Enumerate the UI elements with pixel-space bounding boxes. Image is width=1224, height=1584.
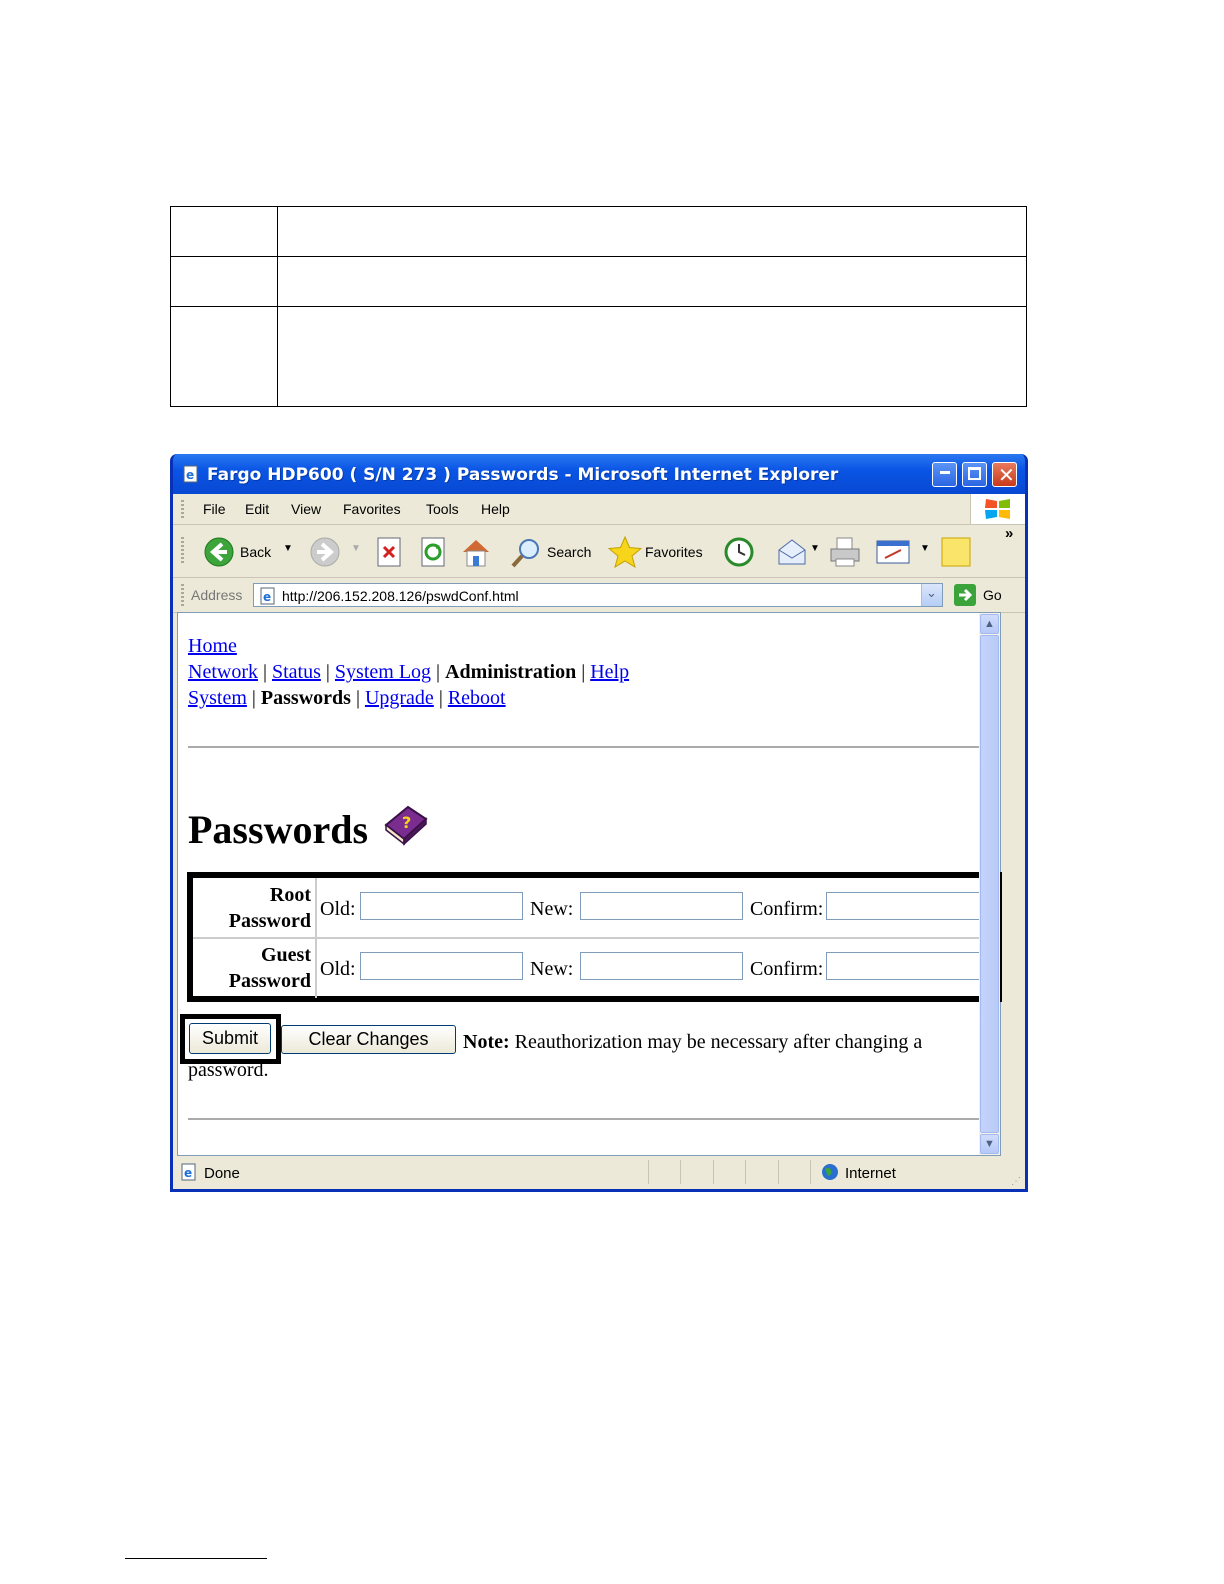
divider <box>188 746 998 748</box>
security-zone-label: Internet <box>845 1165 896 1182</box>
note-text <box>463 1031 922 1054</box>
menu-help[interactable]: Help <box>481 501 510 517</box>
toolbar-grip[interactable] <box>181 500 184 518</box>
nav-link-reboot[interactable]: Reboot <box>447 687 506 709</box>
close-button[interactable] <box>992 462 1017 487</box>
nav-separator: | <box>325 661 330 683</box>
status-text: Done <box>204 1165 240 1182</box>
new-label: New: <box>530 898 574 920</box>
nav-link-system[interactable]: System <box>188 687 247 709</box>
menu-edit[interactable]: Edit <box>245 501 270 517</box>
nav-separator: | <box>251 687 256 709</box>
nav-link-system-log[interactable]: System Log <box>334 661 432 683</box>
row-header <box>193 882 311 934</box>
ie-page-icon <box>181 464 201 484</box>
back-button-label[interactable]: Back <box>240 544 272 560</box>
status-bar <box>173 1156 1025 1189</box>
resize-grip-icon[interactable]: ⋰ <box>1011 1176 1021 1187</box>
divider <box>188 1118 998 1120</box>
scroll-up-button[interactable] <box>980 614 999 634</box>
status-cell <box>778 1160 779 1184</box>
note-label: Note: <box>463 1031 510 1053</box>
svg-text:e: e <box>184 1166 193 1180</box>
status-cell <box>648 1160 649 1184</box>
standard-toolbar <box>173 525 1025 578</box>
browser-window <box>170 454 1028 1192</box>
status-cell <box>810 1160 811 1184</box>
nav-link-network[interactable]: Network <box>188 661 258 683</box>
star-icon[interactable] <box>607 535 643 569</box>
root-password-row <box>193 878 996 938</box>
nav-separator: | <box>355 687 360 709</box>
svg-text:e: e <box>263 590 272 604</box>
nav-separator: | <box>436 661 441 683</box>
go-arrow-icon[interactable] <box>953 583 977 607</box>
menu-favorites[interactable]: Favorites <box>343 501 401 517</box>
menu-bar <box>173 494 1025 525</box>
search-button-label[interactable]: Search <box>547 544 592 560</box>
guest-confirm-password-input[interactable] <box>826 952 989 980</box>
menu-view[interactable]: View <box>291 501 322 517</box>
chevron-down-icon[interactable]: ▼ <box>920 543 930 554</box>
address-url[interactable]: http://206.152.208.126/pswdConf.html <box>282 588 519 604</box>
address-dropdown-button[interactable] <box>921 584 942 606</box>
chevron-down-icon: ▼ <box>984 1138 995 1150</box>
ie-page-icon <box>258 586 278 606</box>
refresh-icon[interactable] <box>419 536 447 568</box>
history-icon[interactable] <box>722 536 756 568</box>
page-title-text: Passwords <box>188 807 369 852</box>
chevron-down-icon[interactable]: ▼ <box>810 543 820 554</box>
minimize-button[interactable] <box>932 462 957 487</box>
sticky-note-icon[interactable] <box>940 536 972 568</box>
status-cell <box>745 1160 746 1184</box>
confirm-label: Confirm: <box>750 958 824 980</box>
document-table <box>170 206 1027 407</box>
clear-changes-button[interactable]: Clear Changes <box>281 1025 456 1054</box>
row-header-line2: Password <box>228 910 311 932</box>
nav-row-2 <box>188 661 629 684</box>
windows-flag-icon <box>971 494 1025 524</box>
row-header-line1: Guest <box>261 944 311 966</box>
table-cell <box>171 207 278 257</box>
edit-icon[interactable] <box>875 536 911 568</box>
ie-page-icon <box>179 1162 199 1182</box>
nav-link-help[interactable]: Help <box>590 661 630 683</box>
new-label: New: <box>530 958 574 980</box>
table-cell <box>278 307 1027 407</box>
page-title <box>188 803 430 853</box>
windows-logo <box>970 494 1025 524</box>
status-cell <box>680 1160 681 1184</box>
table-cell <box>171 257 278 307</box>
vertical-scrollbar[interactable] <box>979 613 1000 1155</box>
row-header-line1: Root <box>269 884 311 906</box>
mail-icon[interactable] <box>776 536 808 568</box>
go-button-label[interactable]: Go <box>983 587 1002 603</box>
close-icon: ✕ <box>998 463 1015 487</box>
guest-new-password-input[interactable] <box>580 952 743 980</box>
stop-icon[interactable] <box>375 536 403 568</box>
print-icon[interactable] <box>828 535 862 569</box>
row-header <box>193 942 311 994</box>
search-icon[interactable] <box>509 536 543 570</box>
nav-current-passwords: Passwords <box>260 687 351 709</box>
old-label: Old: <box>320 958 356 980</box>
svg-text:e: e <box>186 468 195 482</box>
scrollbar-thumb[interactable] <box>980 635 999 1133</box>
nav-separator: | <box>262 661 267 683</box>
guest-password-row <box>193 938 996 998</box>
svg-text:?: ? <box>402 813 412 832</box>
nav-current-administration: Administration <box>445 661 577 683</box>
nav-separator: | <box>438 687 443 709</box>
back-arrow-icon[interactable] <box>203 536 235 568</box>
status-cell <box>713 1160 714 1184</box>
address-label: Address <box>191 587 243 603</box>
column-divider <box>315 938 317 998</box>
nav-separator: | <box>581 661 586 683</box>
confirm-label: Confirm: <box>750 898 824 920</box>
root-confirm-password-input[interactable] <box>826 892 989 920</box>
table-cell <box>278 207 1027 257</box>
toolbar-grip[interactable] <box>181 537 184 565</box>
address-bar <box>173 578 1025 613</box>
table-cell <box>278 257 1027 307</box>
toolbar-grip[interactable] <box>181 584 184 606</box>
title-bar[interactable] <box>173 454 1025 494</box>
old-label: Old: <box>320 898 356 920</box>
submit-button[interactable]: Submit <box>189 1023 271 1054</box>
row-header-line2: Password <box>228 970 311 992</box>
footnote-rule <box>125 1558 267 1559</box>
nav-row-1 <box>188 635 237 658</box>
page-viewport <box>177 612 1001 1156</box>
maximize-button[interactable] <box>962 462 987 487</box>
menu-tools[interactable]: Tools <box>426 501 459 517</box>
nav-row-3 <box>188 687 506 710</box>
help-book-icon[interactable] <box>382 803 430 847</box>
chevron-down-icon[interactable]: ▼ <box>283 543 293 554</box>
favorites-button-label[interactable]: Favorites <box>645 544 703 560</box>
forward-arrow-icon[interactable] <box>309 536 341 568</box>
nav-link-upgrade[interactable]: Upgrade <box>364 687 434 709</box>
chevron-down-icon: ⌄ <box>926 585 937 600</box>
chevron-up-icon: ▲ <box>984 618 995 630</box>
nav-link-home[interactable]: Home <box>188 635 237 657</box>
nav-link-status[interactable]: Status <box>272 661 321 683</box>
note-body: Reauthorization may be necessary after changing a <box>514 1031 923 1053</box>
guest-old-password-input[interactable] <box>360 952 523 980</box>
password-form-table <box>187 872 1002 1002</box>
home-icon[interactable] <box>459 535 493 569</box>
column-divider <box>315 878 317 938</box>
chevron-more-icon[interactable]: » <box>1005 525 1014 542</box>
address-input[interactable] <box>253 583 943 607</box>
table-cell <box>171 307 278 407</box>
menu-file[interactable]: File <box>203 501 226 517</box>
chevron-down-icon[interactable]: ▼ <box>351 543 361 554</box>
root-old-password-input[interactable] <box>360 892 523 920</box>
globe-icon <box>821 1163 839 1181</box>
window-title: Fargo HDP600 ( S/N 273 ) Passwords - Microsoft Internet Explorer <box>207 465 839 485</box>
scroll-down-button[interactable] <box>980 1134 999 1154</box>
note-text-continued: password. <box>188 1059 269 1081</box>
root-new-password-input[interactable] <box>580 892 743 920</box>
